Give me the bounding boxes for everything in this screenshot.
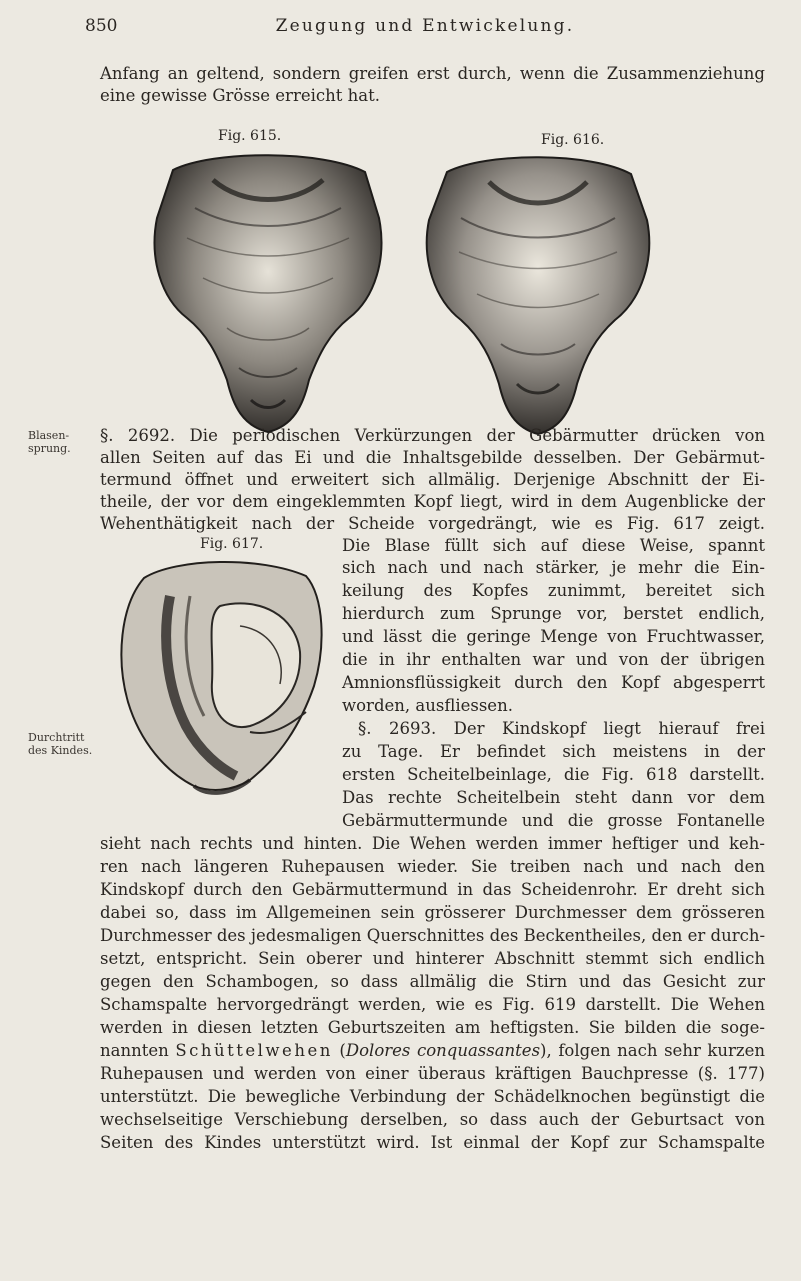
page-number: 850 bbox=[85, 16, 118, 36]
term-schuettelwehen: Schüttelwehen bbox=[175, 1041, 333, 1060]
text-line: Anfang an geltend, sondern greifen erst durch, wenn die Zusammenziehung bbox=[100, 64, 765, 83]
figure-label-615: Fig. 615. bbox=[218, 128, 282, 144]
margin-note-line: Durchtritt bbox=[28, 731, 85, 744]
text-line: Gebärmuttermunde und die grosse Fontanelle bbox=[342, 811, 765, 830]
figure-616-uterus-illustration bbox=[413, 148, 663, 438]
text-line: ren nach längeren Ruhepausen wieder. Sie treiben nach und nach den bbox=[100, 857, 765, 876]
text-line: Seiten des Kindes unterstützt wird. Ist einmal der Kopf zur Schamspalte bbox=[100, 1133, 765, 1152]
latin-term: Dolores conquassantes bbox=[345, 1041, 541, 1060]
margin-note-blasensprung bbox=[28, 429, 71, 455]
text-line: werden in diesen letzten Geburtszeiten am heftigsten. Sie bilden die soge- bbox=[100, 1018, 765, 1037]
text-line: Durchmesser des jedesmaligen Querschnittes des Beckentheiles, den er durch- bbox=[100, 926, 766, 945]
page-header bbox=[85, 16, 765, 38]
text-line: Die Blase füllt sich auf diese Weise, spannt bbox=[342, 536, 765, 555]
figure-label-616: Fig. 616. bbox=[541, 132, 605, 148]
text-fragment: ( bbox=[332, 1041, 346, 1060]
text-line: unterstützt. Die bewegliche Verbindung der Schädelknochen begünstigt die bbox=[100, 1087, 765, 1106]
text-line-schuettelwehen bbox=[100, 1040, 765, 1062]
text-line: allen Seiten auf das Ei und die Inhaltsgebilde desselben. Der Gebärmut- bbox=[100, 448, 765, 467]
running-title: Zeugung und Entwickelung. bbox=[275, 16, 575, 36]
text-line: dabei so, dass im Allgemeinen sein grösserer Durchmesser dem grösseren bbox=[100, 903, 765, 922]
text-line: sich nach und nach stärker, je mehr die Ein- bbox=[342, 558, 765, 577]
text-line: worden, ausfliessen. bbox=[342, 696, 513, 715]
text-line: Das rechte Scheitelbein steht dann vor dem bbox=[342, 788, 765, 807]
text-line: wechselseitige Verschiebung derselben, so dass auch der Geburtsact von bbox=[100, 1110, 765, 1129]
text-line: termund öffnet und erweitert sich allmälig. Derjenige Abschnitt der Ei- bbox=[100, 470, 765, 489]
text-line: die in ihr enthalten war und von der übrigen bbox=[342, 650, 765, 669]
text-line: hierdurch zum Sprunge vor, berstet endlich, bbox=[342, 604, 765, 623]
text-line: Amnionsflüssigkeit durch den Kopf abgesperrt bbox=[342, 673, 765, 692]
text-line: Kindskopf durch den Gebärmuttermund in das Scheidenrohr. Er dreht sich bbox=[100, 880, 765, 899]
text-line: setzt, entspricht. Sein oberer und hinterer Abschnitt stemmt sich endlich bbox=[100, 949, 765, 968]
text-line: Wehenthätigkeit nach der Scheide vorgedrängt, wie es Fig. 617 zeigt. bbox=[100, 514, 765, 533]
text-line: Schamspalte hervorgedrängt werden, wie es Fig. 619 darstellt. Die Wehen bbox=[100, 995, 765, 1014]
text-line: Ruhepausen und werden von einer überaus kräftigen Bauchpresse (§. 177) bbox=[100, 1064, 765, 1083]
text-fragment: ), folgen nach sehr kurzen bbox=[540, 1041, 766, 1060]
margin-note-line: sprung. bbox=[28, 442, 71, 455]
text-line: theile, der vor dem eingeklemmten Kopf liegt, wird in dem Augenblicke der bbox=[100, 492, 765, 511]
text-line: sieht nach rechts und hinten. Die Wehen werden immer heftiger und keh- bbox=[100, 834, 765, 853]
text-line: §. 2693. Der Kindskopf liegt hierauf frei bbox=[358, 719, 765, 738]
text-line: und lässt die geringe Menge von Fruchtwasser, bbox=[342, 627, 765, 646]
text-line: eine gewisse Grösse erreicht hat. bbox=[100, 86, 380, 105]
figure-615-uterus-illustration bbox=[143, 148, 393, 438]
margin-note-durchtritt bbox=[28, 731, 92, 757]
figure-617-fetal-head-illustration bbox=[110, 556, 338, 796]
figure-label-617: Fig. 617. bbox=[200, 536, 264, 552]
text-fragment: nannten bbox=[100, 1041, 176, 1060]
text-line: §. 2692. Die periodischen Verkürzungen der Gebärmutter drücken von bbox=[100, 426, 765, 445]
text-line: keilung des Kopfes zunimmt, bereitet sich bbox=[342, 581, 765, 600]
margin-note-line: Blasen- bbox=[28, 429, 70, 442]
text-line: ersten Scheitelbeinlage, die Fig. 618 darstellt. bbox=[342, 765, 765, 784]
text-line: gegen den Schambogen, so dass allmälig die Stirn und das Gesicht zur bbox=[100, 972, 765, 991]
margin-note-line: des Kindes. bbox=[28, 744, 93, 757]
text-line: zu Tage. Er befindet sich meistens in der bbox=[342, 742, 765, 761]
